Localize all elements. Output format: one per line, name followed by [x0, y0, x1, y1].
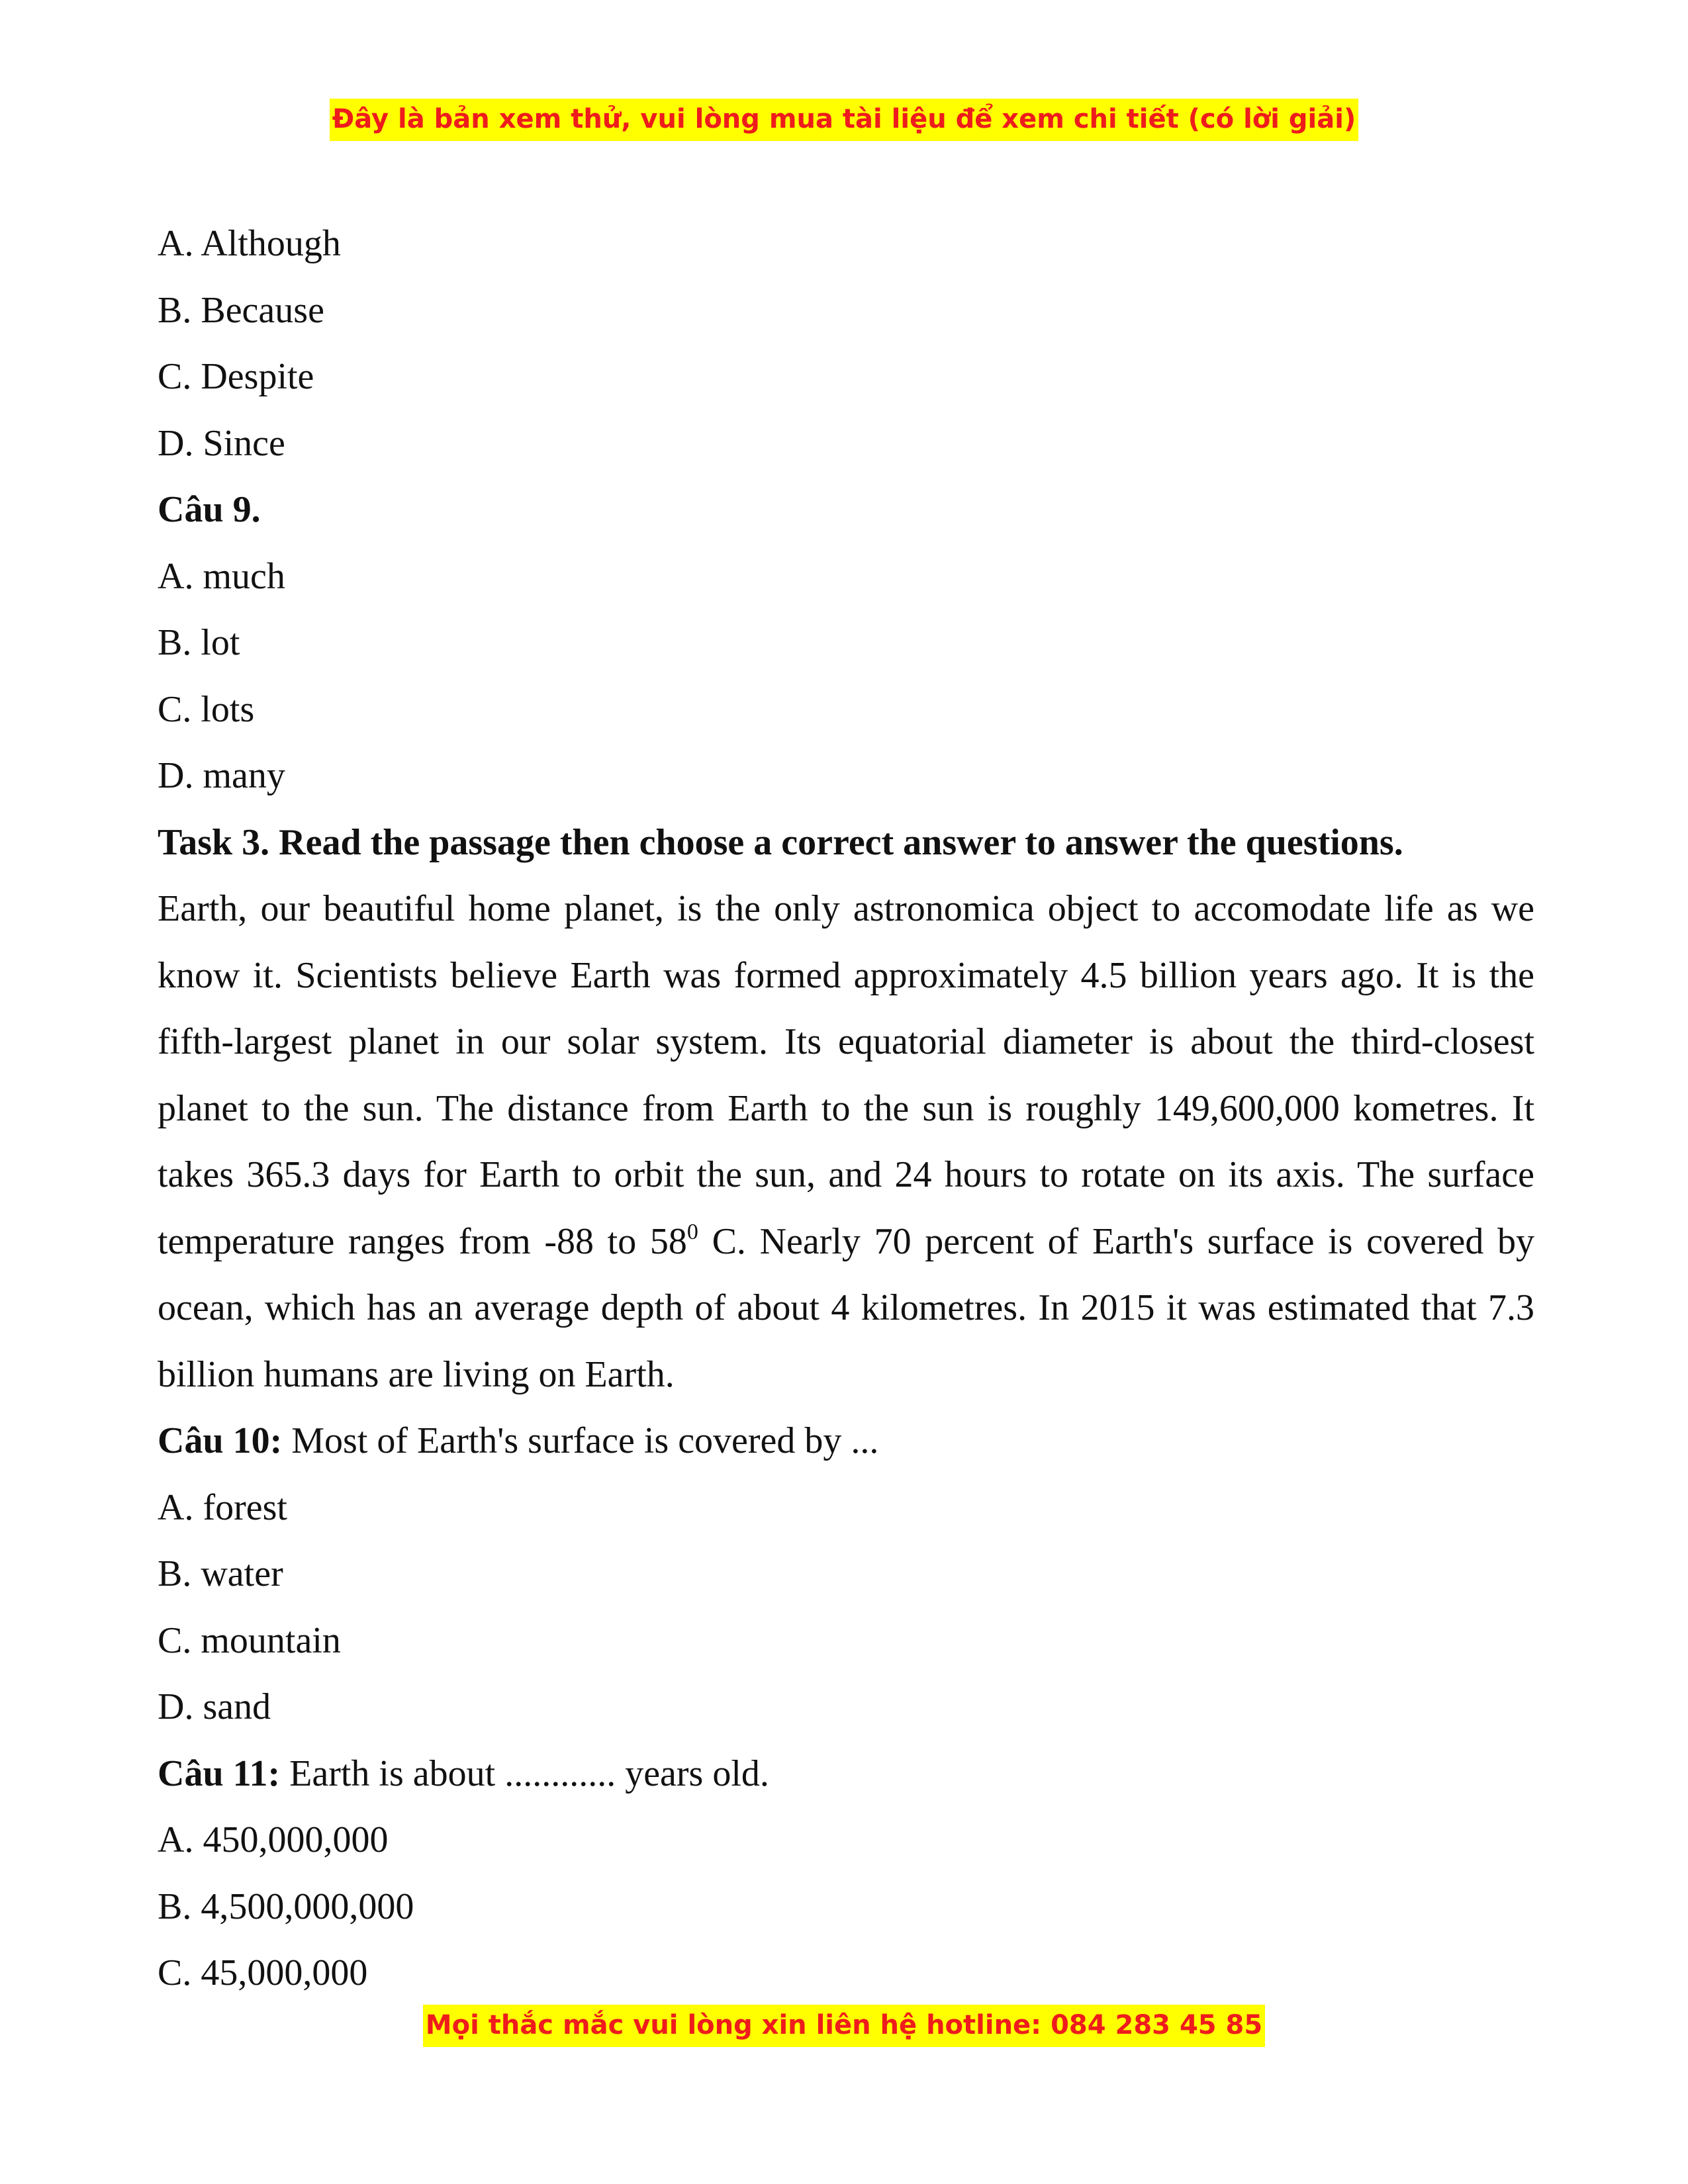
q8-option-b: B. Because [158, 289, 324, 331]
q10-option-c: C. mountain [158, 1619, 341, 1661]
document-body [158, 210, 1534, 2007]
q9-option-a: A. much [158, 555, 285, 597]
q8-option-d: D. Since [158, 422, 285, 464]
preview-notice-text: Đây là bản xem thử, vui lòng mua tài liệu để xem chi tiết (có lời giải) [330, 99, 1358, 141]
passage-text-part2: C. Nearly 70 percent of Earth's surface is covered by ocean, which has an average depth of about 4 kilometres. In 2015 it was estimated that 7.3 billion humans are living on Earth. [158, 1220, 1534, 1395]
q11-option-a: A. 450,000,000 [158, 1819, 389, 1860]
q9-option-b: B. lot [158, 622, 240, 663]
q10-option-b: B. water [158, 1553, 283, 1594]
preview-notice-banner [0, 106, 1688, 132]
q10-label: Câu 10: [158, 1420, 283, 1461]
q10-question-text: Most of Earth's surface is covered by ... [282, 1420, 879, 1461]
q9-option-c: C. lots [158, 688, 255, 730]
task3-passage [158, 876, 1534, 1408]
q11-label: Câu 11: [158, 1752, 281, 1794]
q9-option-d: D. many [158, 755, 285, 796]
q10-option-d: D. sand [158, 1686, 271, 1727]
q8-option-a: A. Although [158, 223, 341, 264]
q11-question [158, 1741, 1534, 1807]
passage-text-part1: Earth, our beautiful home planet, is the only astronomica object to accomodate life as we know it. Scientists believe Earth was formed approximately 4.5 billion years ago. It is the fifth-largest planet in our solar system. Its equatorial diameter is about the third-closest planet to the sun. The distance from Earth to the sun is roughly 149,600,000 kometres. It takes 365.3 days for Earth to orbit the sun, and 24 hours to rotate on its axis. The surface temperature ranges from -88 to 58 [158, 888, 1534, 1262]
q9-label: Câu 9. [158, 489, 261, 530]
q11-option-c: C. 45,000,000 [158, 1952, 368, 1993]
q10-question [158, 1408, 1534, 1475]
q10-option-a: A. forest [158, 1486, 287, 1528]
task3-heading: Task 3. Read the passage then choose a correct answer to answer the questions. [158, 821, 1403, 863]
hotline-notice-banner [0, 2012, 1688, 2038]
q11-question-text: Earth is about ............ years old. [280, 1752, 769, 1794]
hotline-notice-text: Mọi thắc mắc vui lòng xin liên hệ hotline: 084 283 45 85 [423, 2005, 1265, 2047]
degree-superscript: 0 [686, 1219, 698, 1244]
q11-option-b: B. 4,500,000,000 [158, 1886, 414, 1927]
q8-option-c: C. Despite [158, 356, 314, 397]
